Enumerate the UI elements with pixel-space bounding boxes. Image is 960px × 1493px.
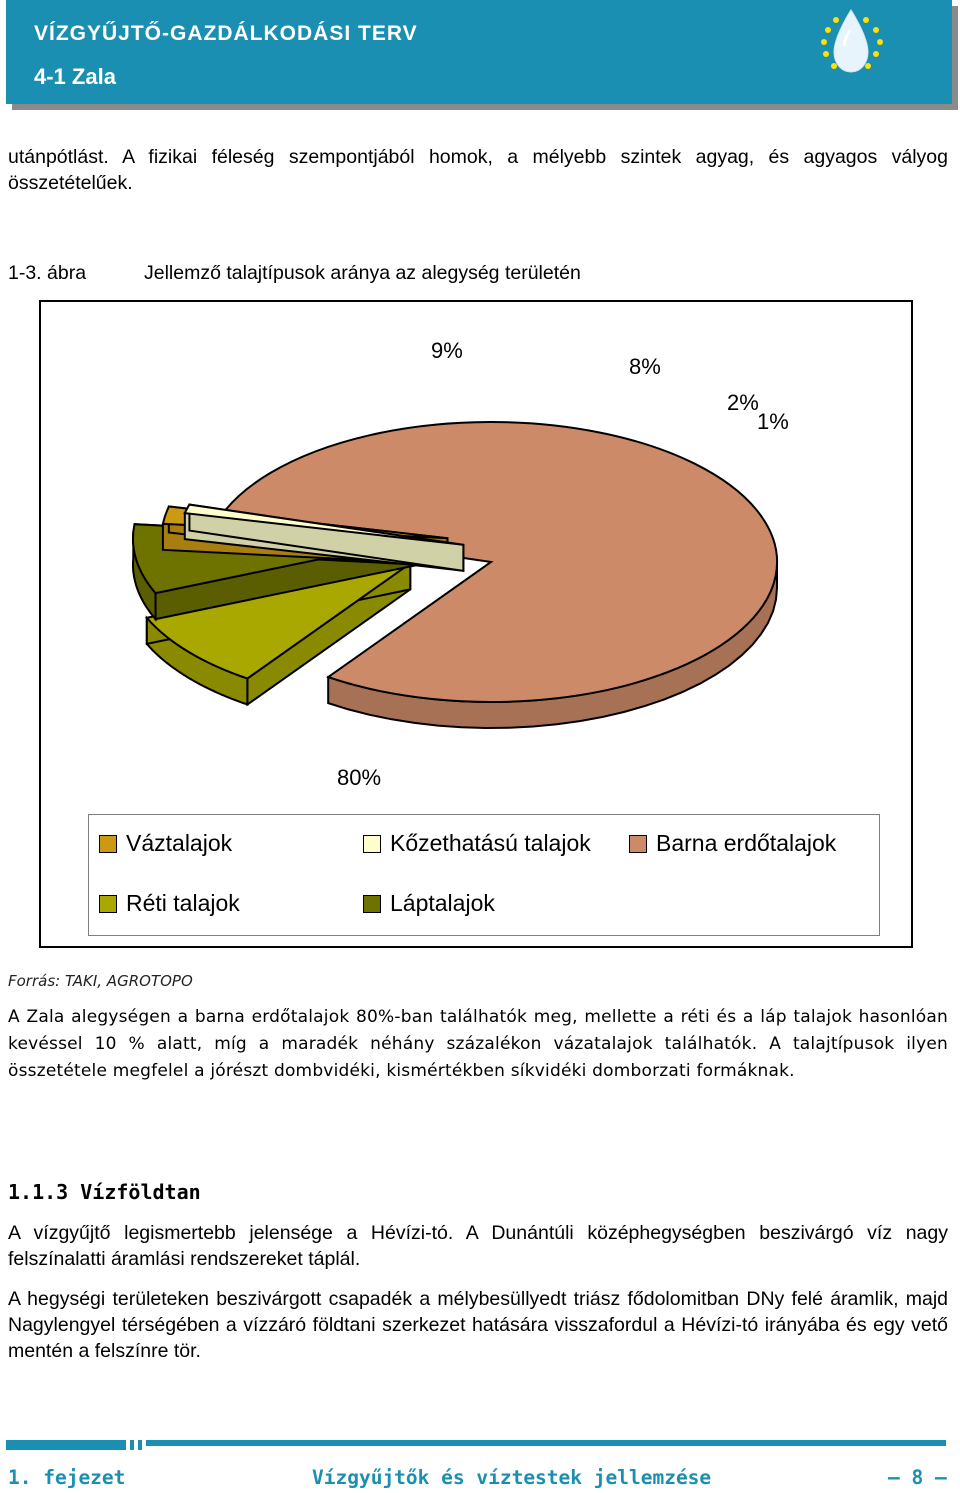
legend-swatch bbox=[629, 835, 647, 853]
pie-label: 2% bbox=[727, 390, 759, 415]
document-title: VÍZGYŰJTŐ-GAZDÁLKODÁSI TERV bbox=[34, 22, 418, 45]
legend-label: Kőzethatású talajok bbox=[390, 830, 591, 856]
footer-title: Vízgyűjtők és víztestek jellemzése bbox=[312, 1466, 712, 1489]
footer-divider bbox=[6, 1440, 946, 1450]
legend-label: Réti talajok bbox=[126, 890, 240, 916]
pie-label: 9% bbox=[431, 338, 463, 363]
footer-chapter: 1. fejezet bbox=[8, 1466, 126, 1489]
figure-caption-text: Jellemző talajtípusok aránya az alegység területén bbox=[144, 262, 581, 284]
legend-item bbox=[390, 830, 591, 857]
pie-label: 1% bbox=[757, 409, 789, 434]
eu-water-drop-logo-icon bbox=[816, 6, 886, 92]
legend-swatch bbox=[363, 895, 381, 913]
body-paragraph-3: A hegységi területeken beszivárgott csapadék a mélybesüllyedt triász fődolomitban DNy felé áramlik, majd Nagylengyel térségében a vízzáró földtani szerkezet hatására visszafordul a Hévízi-tó irányába és egy vető mentén a felszínre tör. bbox=[8, 1288, 948, 1362]
document-subtitle: 4-1 Zala bbox=[34, 64, 116, 89]
legend-item bbox=[656, 830, 836, 857]
legend-item bbox=[126, 830, 232, 857]
legend-label: Váztalajok bbox=[126, 830, 233, 856]
body-paragraph-2: A vízgyűjtő legismertebb jelensége a Hévízi-tó. A Dunántúli középhegységben beszivárgó víz nagy felszínalatti áramlási rendszereket táplál. bbox=[8, 1222, 948, 1270]
pie-label: 80% bbox=[337, 765, 382, 790]
legend-swatch bbox=[363, 835, 381, 853]
footer-page-number: — 8 — bbox=[888, 1466, 947, 1489]
figure-caption bbox=[8, 262, 581, 285]
body-paragraph-1: A Zala alegységen a barna erdőtalajok 80%-ban találhatók meg, mellette a réti és a láp talajok hasonlóan kevéssel 10 % alatt, míg a maradék néhány százalékon vázatalajok találhatók. A talajtípusok ilyen összetétele megfelel a jórészt dombvidéki, kismértékben síkvidéki domborzati formáknak. bbox=[8, 1007, 948, 1081]
footer-page: 8 bbox=[911, 1466, 924, 1489]
page-header bbox=[6, 0, 952, 104]
legend-swatch bbox=[99, 895, 117, 913]
figure-source: Forrás: TAKI, AGROTOPO bbox=[8, 972, 193, 990]
pie-label: 8% bbox=[629, 354, 661, 379]
legend-label: Láptalajok bbox=[390, 890, 495, 916]
legend-item bbox=[126, 890, 240, 917]
figure-number: 1-3. ábra bbox=[8, 262, 87, 284]
intro-paragraph: utánpótlást. A fizikai féleség szempontjából homok, a mélyebb szintek agyag, és agyagos vályog összetételűek. bbox=[8, 146, 948, 194]
legend-label: Barna erdőtalajok bbox=[656, 830, 837, 856]
legend-item bbox=[390, 890, 495, 917]
legend-swatch bbox=[99, 835, 117, 853]
section-heading: 1.1.3 Vízföldtan bbox=[8, 1180, 201, 1204]
